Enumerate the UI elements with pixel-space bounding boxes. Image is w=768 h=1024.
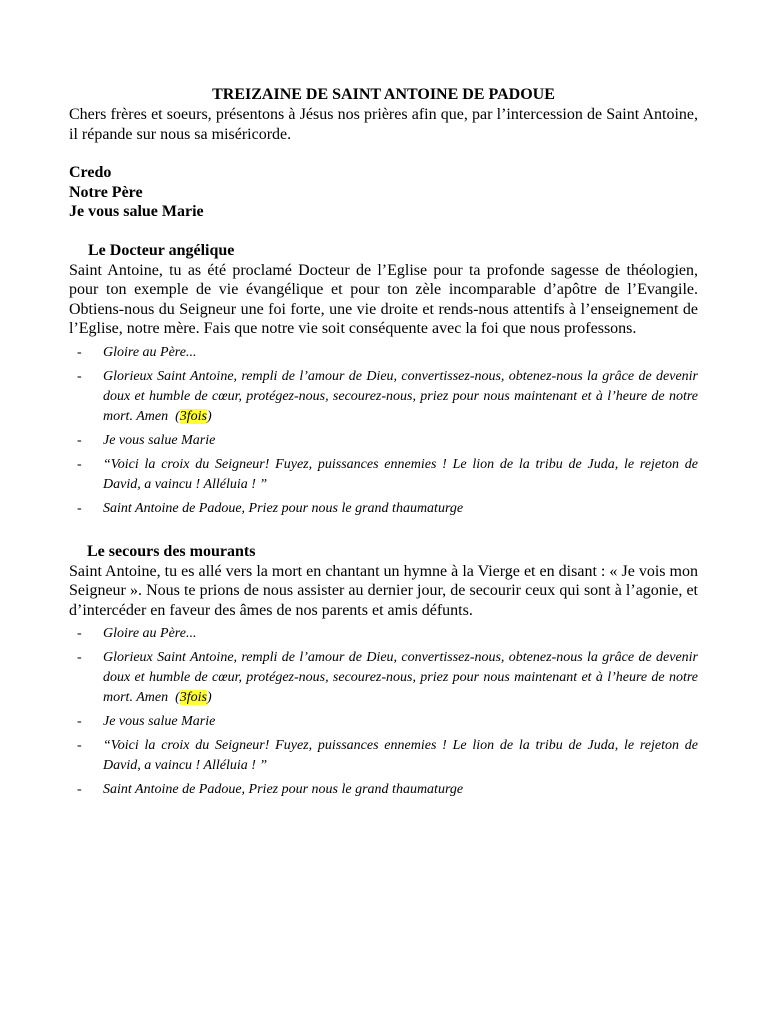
- bullet-dash: -: [77, 782, 82, 797]
- prayer-credo: Credo: [69, 164, 112, 181]
- item-text: Glorieux Saint Antoine, rempli de l’amour de Dieu, convertissez-nous, obtenez-nous la grâce de devenir doux et humble de cœur, protégez-nous, secourez-nous, priez pour nous maintenant et à l’heure de notre mort. Amen: [103, 368, 698, 424]
- section-heading: Le Docteur angélique: [88, 241, 235, 259]
- list-item: [69, 499, 698, 519]
- item-text: Saint Antoine de Padoue, Priez pour nous le grand thaumaturge: [103, 782, 464, 797]
- bullet-dash: -: [77, 650, 82, 665]
- list-item: [69, 624, 698, 644]
- item-text: “Voici la croix du Seigneur! Fuyez, puissances ennemies ! Le lion de la tribu de Juda, le rejeton de David, a vaincu ! Alléluia ! ”: [103, 738, 698, 773]
- intro-paragraph: Chers frères et soeurs, présentons à Jésus nos prières afin que, par l’intercession de Saint Antoine, il répande sur nous sa miséricorde.: [69, 106, 698, 143]
- list-item: [69, 431, 698, 451]
- spacer: [69, 144, 698, 163]
- list-item: [69, 455, 698, 495]
- section-docteur-angelique: [69, 241, 698, 519]
- document-page: [69, 84, 698, 804]
- bullet-dash: -: [77, 456, 82, 472]
- section-secours-mourants: [69, 542, 698, 801]
- section-body: Saint Antoine, tu es allé vers la mort en chantant un hymne à la Vierge et en disant : « Je vois mon Seigneur ». Nous te prions de nous assister au dernier jour, de secourir ceux qui sont à l’agonie, et d’intercéder en faveur des âmes de nos parents et amis défunts.: [69, 562, 698, 619]
- list-item: [69, 736, 698, 776]
- item-text: Saint Antoine de Padoue, Priez pour nous le grand thaumaturge: [103, 500, 464, 516]
- times-close: ): [206, 408, 212, 424]
- document-title: TREIZAINE DE SAINT ANTOINE DE PADOUE: [212, 86, 555, 103]
- times-open: (: [175, 408, 180, 424]
- bullet-dash: -: [77, 626, 82, 641]
- bullet-dash: -: [77, 738, 82, 753]
- bullet-dash: -: [77, 344, 82, 360]
- list-item: [69, 712, 698, 732]
- times-highlight: 3fois: [179, 690, 207, 705]
- list-item: [69, 648, 698, 708]
- bullet-dash: -: [77, 368, 82, 384]
- bullet-dash: -: [77, 500, 82, 516]
- item-text: Je vous salue Marie: [103, 432, 216, 448]
- spacer: [69, 222, 698, 241]
- prayer-list: [69, 624, 698, 800]
- item-text: Je vous salue Marie: [103, 714, 216, 729]
- prayer-notre-pere: Notre Père: [69, 183, 143, 201]
- times-highlight: 3fois: [179, 408, 207, 424]
- section-heading: Le secours des mourants: [87, 542, 256, 560]
- item-text: Gloire au Père...: [103, 344, 197, 360]
- bullet-dash: -: [77, 432, 82, 448]
- item-text: Glorieux Saint Antoine, rempli de l’amour de Dieu, convertissez-nous, obtenez-nous la grâce de devenir doux et humble de cœur, protégez-nous, secourez-nous, priez pour nous maintenant et à l’heure de notre mort. Amen: [103, 650, 698, 705]
- bullet-dash: -: [77, 714, 82, 729]
- list-item: [69, 367, 698, 427]
- prayer-list: [69, 343, 698, 519]
- list-item: [69, 343, 698, 363]
- spacer: [69, 523, 698, 542]
- item-text: “Voici la croix du Seigneur! Fuyez, puissances ennemies ! Le lion de la tribu de Juda, le rejeton de David, a vaincu ! Alléluia ! ”: [103, 456, 698, 492]
- section-body: Saint Antoine, tu as été proclamé Docteur de l’Eglise pour ta profonde sagesse de théologien, pour ton exemple de vie évangélique et pour ton zèle incomparable d’apôtre de l’Evangile. Obtiens-nous du Seigneur une foi forte, une vie droite et rends-nous attentifs à l’enseignement de l’Eglise, notre mère. Fais que notre vie soit conséquente avec la foi que nous professons.: [69, 261, 698, 337]
- times-open: (: [175, 690, 180, 705]
- times-close: ): [206, 690, 212, 705]
- list-item: [69, 780, 698, 800]
- prayer-je-vous-salue: Je vous salue Marie: [69, 203, 204, 220]
- item-text: Gloire au Père...: [103, 626, 197, 641]
